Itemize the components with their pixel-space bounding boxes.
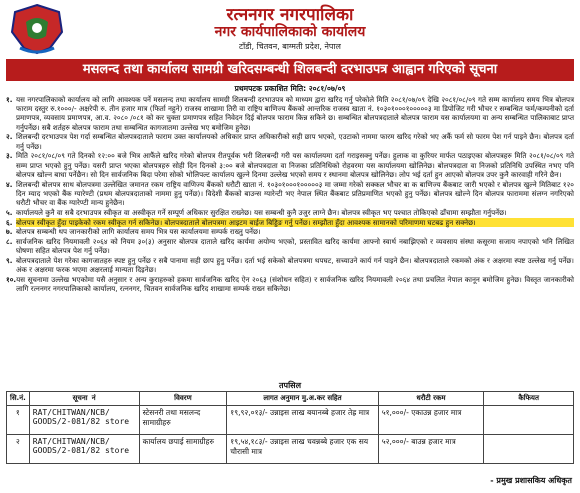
- col-header-deposit: धरौटी रकम: [378, 392, 484, 406]
- paragraph-text: यस नगरपालिकाको कार्यालय को लागि आवश्यक पर्ने मसलन्द तथा कार्यालय सामग्री शिलबन्दी दरभाउपत्र को माध्यम द्वारा खरिद गर्नु परेकोले मिति २०८१/०७/०९ देखि २०८१/०८/०९ गते सम्म कार्यालय समय भित्र बोलपत्र फाराम दस्तुर रु.१०००/- अक्षरेपी रु. तीन हजार मात्र (फिर्ता नहुने) राजस्व शाखामा तिरी वा राष्ट्रिय बाणिज्य बैंकको आन्तरिक राजस्व खाता नं. १०३०१०००१०००००३ मा डिपोजिट गरी भौचर र सम्बन्धित फर्म/कम्पनीको दर्ता प्रमाणपत्र, व्यवसाय प्रमाणपत्र, आ.व. २०८० /०८१ को कर चुक्ता प्रमाणपत्र सहित निवेदन दिई बोलपत्र फाराम किन्न सकिने छ। सम्बन्धित बोलपत्रदाताले बोलपत्र फाराम यस कार्यालयमा वा अन्य सम्बन्धित पालिकाबाट प्राप्त गर्नुपर्नेछ। सबै शर्तहरु बोलपत्र फाराम तथा सम्बन्धित कागजातमा उल्लेख भए बमोजिम हुनेछ।: [16, 95, 574, 132]
- paragraph: [6, 132, 574, 150]
- table-header-row: [7, 392, 574, 406]
- notice-body: [6, 95, 574, 294]
- paragraph: [6, 95, 574, 132]
- cell-sn: १: [7, 406, 30, 435]
- col-header-description: विवरण: [139, 392, 227, 406]
- paragraph: [6, 237, 574, 255]
- schedule-title: तपसिल: [278, 381, 301, 390]
- notice-banner: मसलन्द तथा कार्यालय सामग्री खरिदसम्बन्धी शिलबन्दी दरभाउपत्र आह्वान गरिएको सूचना: [6, 59, 574, 81]
- office-subtitle: नगर कार्यपालिकाको कार्यालय: [214, 24, 366, 40]
- cell-description: स्टेसनरी तथा मसलन्द सामाग्रीहरु: [139, 406, 227, 435]
- paragraph-number: ३.: [6, 151, 13, 161]
- col-header-remarks: कैफियत: [484, 392, 574, 406]
- paragraph-number: ८.: [6, 237, 13, 247]
- cell-deposit: ५२,०००/- बाउन्न हजार मात्र: [378, 435, 484, 464]
- col-header-sn: सि.नं.: [7, 392, 30, 406]
- paragraph-text-highlighted: बोलपत्र स्वीकृत हुँदा पाइकेको रकम स्वीकृत गर्न सकिनेछ। बोलपत्रदाताले बोलपत्रमा आइटम बाईज बिड्डिङ गर्नु पर्नेछ। सम्झौता हुँदा आवश्यक सामानको परिमाणमा घटबढ हुन सक्नेछ।: [16, 218, 574, 227]
- paragraph-number: ७.: [6, 227, 13, 237]
- schedule-table: [6, 391, 574, 464]
- cell-notice: RAT/CHITWAN/NCB/ GOODS/2-081/82 store: [29, 406, 139, 435]
- paragraph: [6, 151, 574, 179]
- cell-description: कार्यालय छपाई सामाग्रीहरु: [139, 435, 227, 464]
- table-row: [7, 406, 574, 435]
- municipality-title: रत्ननगर नगरपालिका: [226, 5, 354, 25]
- paragraph-number: १०.: [6, 275, 17, 285]
- paragraph-number: ५.: [6, 207, 13, 217]
- paragraph-text: बोलपत्रदाताले पेश गरेका कागजातहरु स्पष्ट हुनु पर्नेछ र सबै पानामा सही छाप हुनु पर्नेछ। दर्ता भई सकेको बोलपत्रमा थपघट, सच्याउने कार्य गर्न पाइने छैन। बोलपत्रदाताले रकमको अंक र अक्षरमा स्पष्ट उल्लेख गर्नु पर्नेछ। अंक र अक्षरमा फरक भएमा अक्षरलाई मान्यता दिइनेछ।: [16, 256, 574, 275]
- paragraph: [6, 256, 574, 274]
- paragraph-number: ९.: [6, 256, 13, 266]
- paragraph: [6, 218, 574, 227]
- cell-estimate: १९,५४,१८३/- उन्नाइस लाख चवन्नब्बे हजार एक सय चौरासी मात्र: [227, 435, 378, 464]
- signature: - प्रमुख प्रशासकिय अधिकृत: [490, 476, 572, 485]
- paragraph-number: ६.: [6, 217, 13, 227]
- paragraph-text: मिति २०८१/०८/०९ गते दिनको १२:०० बजे भित्र आफैंले खरिद गरेको बोलपत्र रीतपूर्वक भरी शिलबन्दी गरी यस कार्यालयमा दर्ता गराइसक्नु पर्नेछ। हुलाक वा कुरियर मार्फत पठाइएका बोलपत्रहरु मिति २०८१/०८/०९ गते सम्म प्राप्त भएको हुनु पर्नेछ। यसरी प्राप्त भएका बोलपत्रहरु सोही दिन दिनको ३:०० बजे बोलपत्रदाता वा निजका प्रतिनिधिको रोहवरमा यस कार्यालयमा खोलिनेछ। बोलपत्रदाता वा निजको प्रतिनिधि उपस्थित नभए पनि बोलपत्र खोल्न बाधा पर्नेछैन। सो दिन सार्वजनिक बिदा परेमा सोको भोलिपल्ट कार्यालय खुल्ने दिनमा उल्लेख भएको समय र स्थानमा बोलपत्र खोलिनेछ। लोप भई दर्ता हुन आएको बोलपत्र उपर कुनै कारवाही गरिने छैन।: [16, 151, 574, 179]
- paragraph-text: सार्वजनिक खरिद नियमावली २०६४ को नियम ३०(३) अनुसार बोलपत्र दाताले खरिद कार्यमा अयोग्य भएको, प्रस्तावित खरिद कार्यमा आफ्नो स्वार्थ नबाझिएको र व्यवसाय संस्था कसूरमा सजाय नपाएको भनि लिखित घोषणा सहित बोलपत्र पेश गर्नु पर्नेछ।: [16, 237, 574, 256]
- paragraph-text: बोलपत्र सम्बन्धी थप जानकारीको लागि कार्यालय समय भित्र यस कार्यालयमा सम्पर्क राख्नु पर्नेछ।: [16, 227, 261, 237]
- paragraph-text: कार्यालयले कुनै वा सबै दरभाउपत्र स्वीकृत वा अस्वीकृत गर्ने सम्पूर्ण अधिकार सुरक्षित राख्नेछ। यस सम्बन्धी कुनै उजुर लाग्ने छैन। बोलपत्र स्वीकृत भए पश्चात तोकिएको ढाँचामा सम्झौता गर्नुपर्नेछ।: [16, 207, 507, 217]
- paragraph-text: शिलबन्दी बोलपत्र साथ बोलपत्रमा उल्लेखित जमानत रकम राष्ट्रिय वाणिज्य बैंकको धरौटी खाता नं. १०३०१०००१०००००३ मा जम्मा गरेको सक्कल भौचर बा क बाणिज्य बैंकबाट जारी भएको र बोलपत्र खुल्ने मितिबाट १२० दिन म्याद भएको बैंक ग्यारेण्टी (प्रथम बोलपत्रदाताको नाममा हुनु पर्नेछ)। विदेशी बैंकको बाउन्स ग्यारेन्टी भए नेपाल स्थित बैंकबाट प्रतिप्रमाणित भएको हुनु पर्नेछ। बोलपत्र खोल्ने दिन बोलपत्र फाराममा संलग्न नगरिएको धरौटी भौचर वा बैंक ग्यारेण्टी मान्य हुनेछैन।: [16, 179, 574, 208]
- paragraph-number: १.: [6, 95, 13, 104]
- cell-estimate: १९,९२,०१३/- उन्नाइस लाख बयानब्बे हजार तेह्र मात्र: [227, 406, 378, 435]
- paragraph-number: ४.: [6, 179, 13, 189]
- paragraph-text: यस सूचनामा उल्लेख भएकोमा यसै अनुसार र अन्य कुराहरुको हकमा सार्वजनिक खरिद ऐन २०६३ (संशोधन सहित) र सार्वजनिक खरिद नियमावली २०६४ तथा प्रचलित नेपाल कानून बमोजिम हुनेछ। विस्तृत जानकारीको लागि रत्ननगर नगरपालिकाको कार्यालय, रत्ननगर, चितवन सार्वजनिक खरिद शाखामा सम्पर्क राख्न सकिनेछ।: [16, 275, 574, 294]
- col-header-notice: सूचना नं: [29, 392, 139, 406]
- paragraph: [6, 208, 574, 217]
- cell-remarks: [484, 406, 574, 435]
- paragraph: [6, 227, 574, 236]
- cell-remarks: [484, 435, 574, 464]
- publish-date: प्रथमपटक प्रकाशित मिति: २०८१/०७/०९: [234, 84, 346, 93]
- office-address: टाँडी, चितवन, बाग्मती प्रदेश, नेपाल: [239, 42, 341, 51]
- table-row: [7, 435, 574, 464]
- paragraph-text: शिलबन्दी दरभाउपत्र पेश गर्दा सम्बन्धित बोलपत्रदाताले फाराम उक्त कार्यालयको अधिकार प्राप्त अधिकारीको सही छाप भएको, एउटाको नाममा फारम खरिद गरेको भए अर्कै फर्म सो फारम पेश गर्न पाइने छैन। बोलपत्र दर्ता गर्नु पर्नेछ।: [16, 132, 574, 151]
- cell-notice: RAT/CHITWAN/NCB/ GOODS/2-081/82 store: [29, 435, 139, 464]
- paragraph-number: २.: [6, 132, 13, 142]
- cell-sn: २: [7, 435, 30, 464]
- cell-deposit: ५१,०००/- एकाउन्न हजार मात्र: [378, 406, 484, 435]
- paragraph: [6, 180, 574, 208]
- header: [0, 0, 580, 58]
- paragraph: [6, 275, 574, 293]
- col-header-estimate: लागत अनुमान मु.अ.कर सहित: [227, 392, 378, 406]
